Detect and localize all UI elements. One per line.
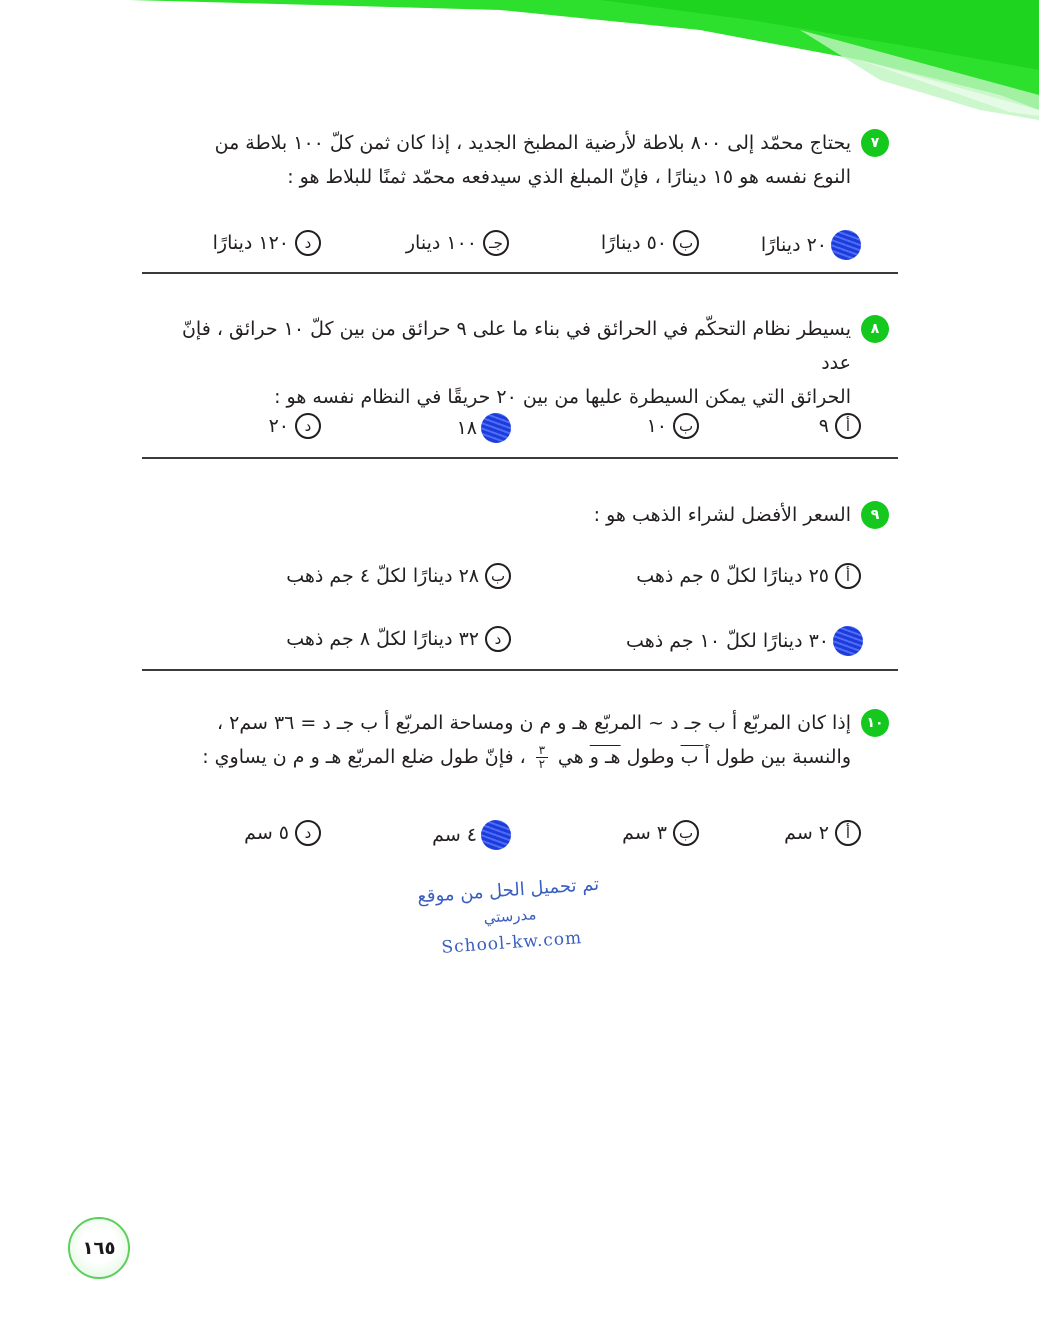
watermark-url: School-kw.com	[440, 928, 583, 958]
question-text-line1: إذا كان المربّع أ ب جـ د ~ المربّع هـ و م ن ومساحة المربّع أ ب جـ د = ٣٦ سم٢ ،	[216, 712, 851, 734]
option-letter: ب	[673, 230, 699, 256]
text-part: وطول	[626, 746, 675, 768]
question-text-line1: السعر الأفضل لشراء الذهب هو :	[593, 504, 851, 526]
question-text-line1: يحتاج محمّد إلى ٨٠٠ بلاطة لأرضية المطبخ الجديد ، إذا كان ثمن كلّ ١٠٠ بلاطة من	[214, 132, 851, 154]
option-c[interactable]	[626, 626, 863, 656]
option-text: ٤ سم	[432, 824, 477, 846]
option-c[interactable]	[432, 820, 511, 850]
question-number-badge: ٩	[861, 501, 889, 529]
question-number-badge: ١٠	[861, 709, 889, 737]
option-letter: ب	[673, 820, 699, 846]
option-letter: ب	[485, 563, 511, 589]
option-d[interactable]	[286, 626, 511, 652]
option-text: ٣ سم	[622, 822, 667, 844]
option-a[interactable]	[636, 563, 861, 589]
options-9-row2	[0, 626, 1039, 660]
option-c[interactable]	[457, 413, 511, 443]
option-text: ٩	[818, 415, 829, 437]
watermark-line1: تم تحميل الحل من موقع	[416, 873, 600, 908]
options-9-row1	[0, 563, 1039, 597]
option-d[interactable]	[269, 413, 321, 439]
option-text: ١٨	[456, 417, 477, 439]
option-letter: د	[295, 413, 321, 439]
question-text-line1: يسيطر نظام التحكّم في الحرائق في بناء ما على ٩ حرائق من بين كلّ ١٠ حرائق ، فإنّ عدد	[181, 318, 851, 374]
option-text: ٢ سم	[784, 822, 829, 844]
option-b[interactable]	[622, 820, 699, 846]
question-text-line2: الحرائق التي يمكن السيطرة عليها من بين ٢٠ حريقًا في النظام نفسه هو :	[274, 386, 851, 408]
option-d[interactable]	[213, 230, 321, 256]
question-9	[150, 498, 889, 532]
option-text: ٥٠ دينارًا	[600, 232, 667, 254]
option-text: ٢٥ دينارًا لكلّ ٥ جم ذهب	[636, 565, 829, 587]
fraction	[536, 744, 548, 771]
handwritten-watermark	[398, 872, 623, 960]
option-letter: د	[295, 230, 321, 256]
options-8	[0, 413, 1039, 447]
page-number: ١٦٥	[68, 1217, 130, 1279]
divider	[142, 457, 898, 459]
option-text: ١٠٠ دينار	[405, 232, 477, 254]
question-8	[150, 312, 889, 414]
option-b[interactable]	[601, 230, 699, 256]
option-text: ٥ سم	[244, 822, 289, 844]
question-7	[150, 126, 889, 194]
divider	[142, 669, 898, 671]
option-text: ١٢٠ دينارًا	[212, 232, 289, 254]
option-letter: أ	[835, 413, 861, 439]
marked-answer-scribble	[481, 820, 511, 850]
question-10	[150, 706, 889, 774]
marked-answer-scribble	[833, 626, 863, 656]
question-text-line2: النوع نفسه هو ١٥ دينارًا ، فإنّ المبلغ الذي سيدفعه محمّد ثمنًا للبلاط هو :	[287, 166, 851, 188]
question-text-line2	[150, 740, 851, 774]
fraction-denominator: ٢	[538, 757, 546, 771]
option-text: ٢٠	[268, 415, 289, 437]
option-letter: ب	[673, 413, 699, 439]
option-text: ١٠	[646, 415, 667, 437]
segment-hw: هـ و	[589, 746, 621, 768]
question-number-badge: ٧	[861, 129, 889, 157]
segment-ab: أ ب	[680, 746, 710, 768]
options-7	[0, 230, 1039, 264]
question-number-badge: ٨	[861, 315, 889, 343]
option-b[interactable]	[647, 413, 699, 439]
option-a[interactable]	[761, 230, 861, 260]
divider	[142, 272, 898, 274]
options-10	[0, 820, 1039, 854]
text-part: هي	[557, 746, 584, 768]
fraction-numerator: ٣	[538, 743, 546, 757]
option-d[interactable]	[244, 820, 321, 846]
option-text: ٣٠ دينارًا لكلّ ١٠ جم ذهب	[626, 630, 829, 652]
option-a[interactable]	[784, 820, 861, 846]
option-text: ٢٠ دينارًا	[760, 234, 827, 256]
text-part: ، فإنّ طول ضلع المربّع هـ و م ن يساوي :	[202, 746, 526, 768]
header-banner	[0, 0, 1039, 130]
option-a[interactable]	[819, 413, 861, 439]
text-part: والنسبة بين طول	[715, 746, 851, 768]
option-text: ٢٨ دينارًا لكلّ ٤ جم ذهب	[286, 565, 479, 587]
option-b[interactable]	[286, 563, 511, 589]
option-letter: أ	[835, 820, 861, 846]
marked-answer-scribble	[481, 413, 511, 443]
watermark-line2: مدرستي	[483, 905, 537, 927]
option-c[interactable]	[406, 230, 509, 256]
option-letter: جـ	[483, 230, 509, 256]
option-text: ٣٢ دينارًا لكلّ ٨ جم ذهب	[286, 628, 479, 650]
option-letter: أ	[835, 563, 861, 589]
marked-answer-scribble	[831, 230, 861, 260]
option-letter: د	[485, 626, 511, 652]
option-letter: د	[295, 820, 321, 846]
